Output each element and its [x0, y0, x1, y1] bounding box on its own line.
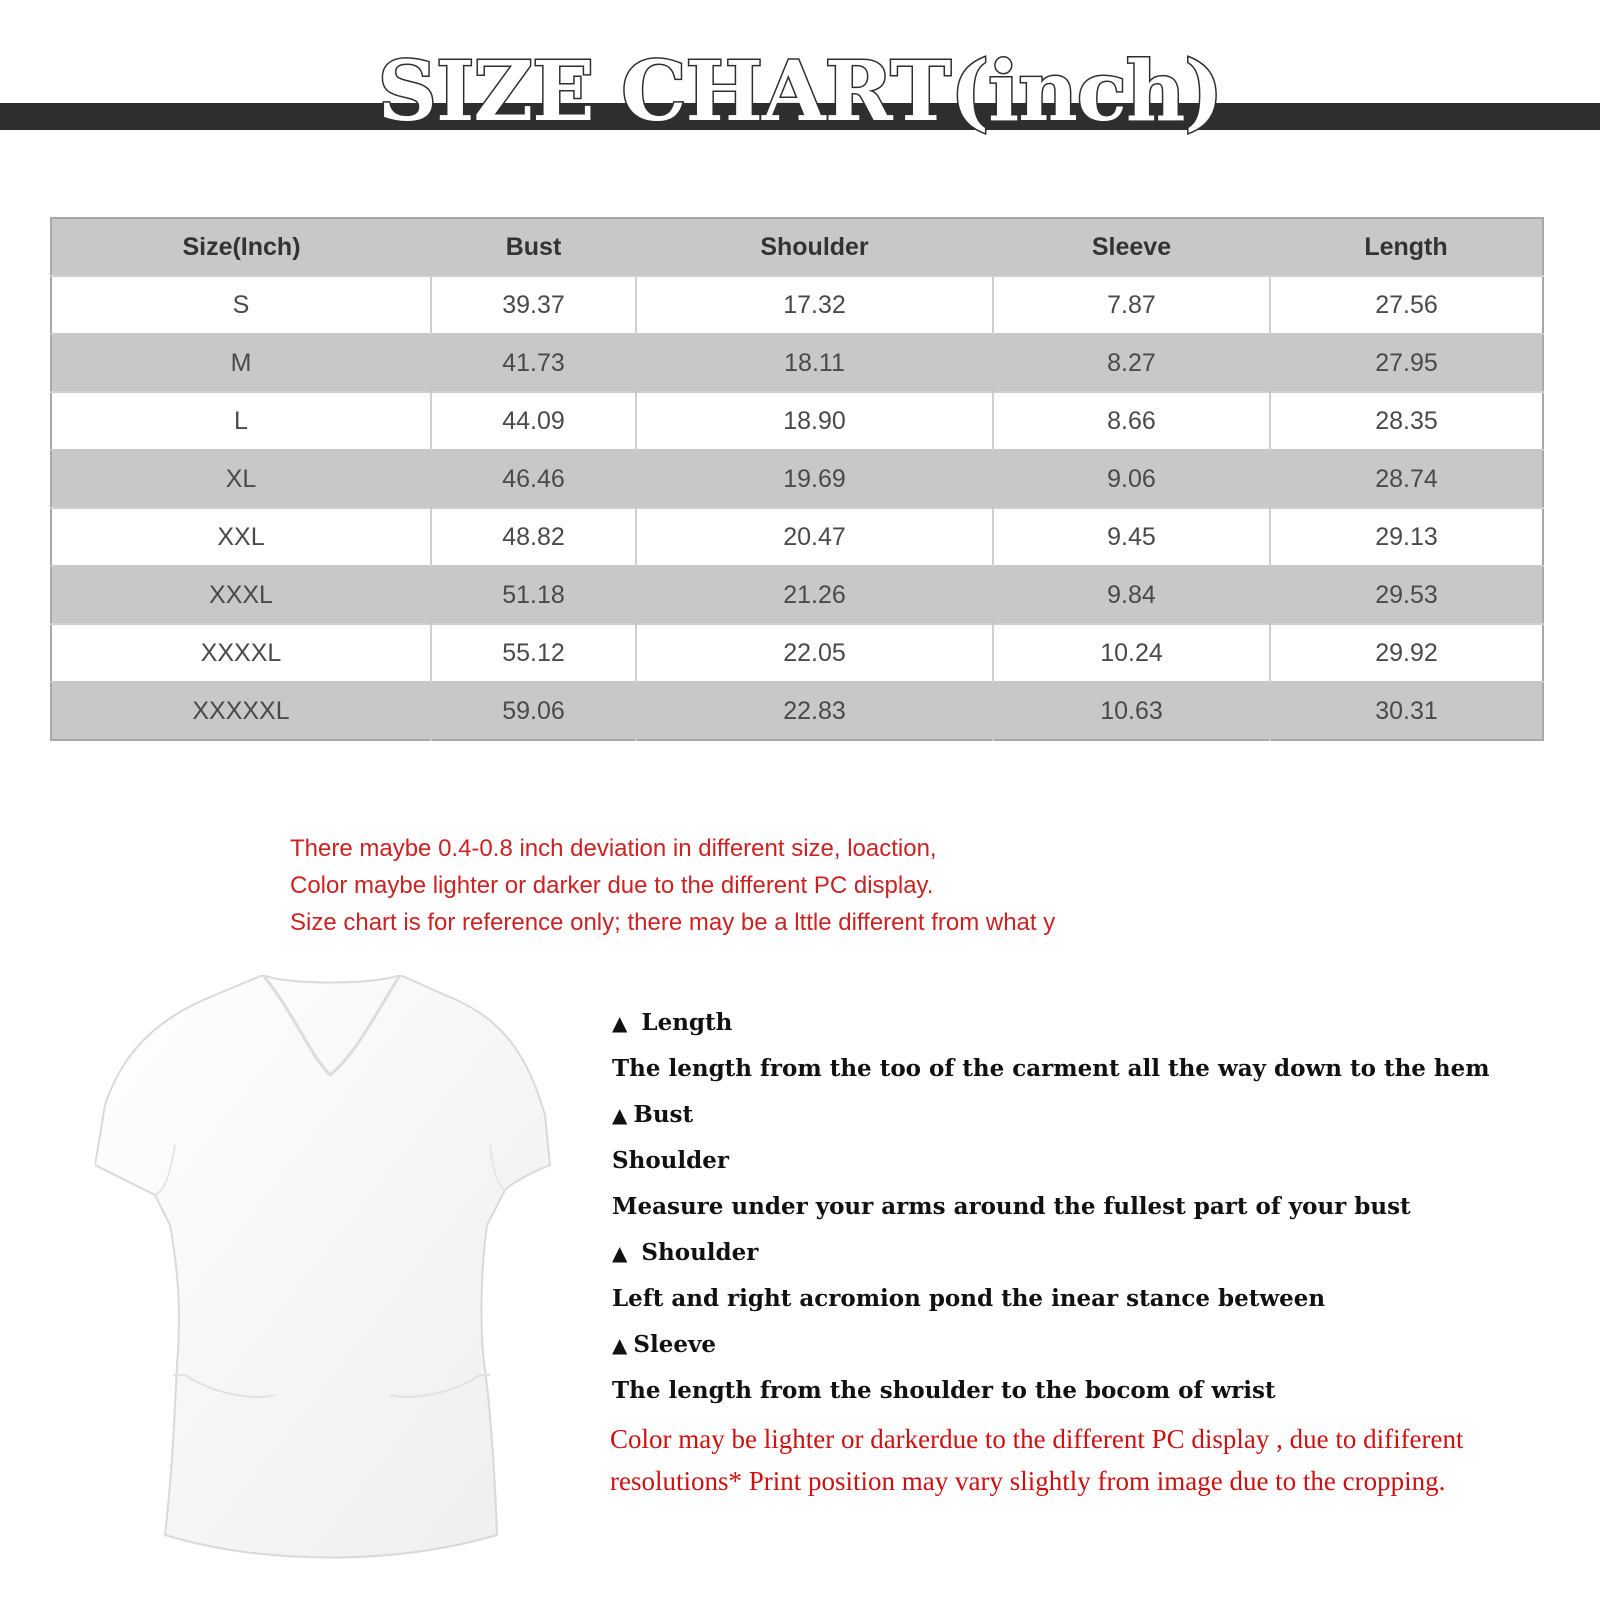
deviation-notes: [290, 830, 1150, 941]
table-row: [51, 566, 1543, 624]
cell-size: XXXL: [51, 566, 431, 624]
header-shoulder: Shoulder: [636, 218, 993, 276]
color-disclaimer: Color may be lighter or darkerdue to the different PC display , due to dififerent resolutions* Print position may vary slightly from image due to the cropping.: [610, 1424, 1464, 1496]
header-sleeve: Sleeve: [993, 218, 1270, 276]
cell-bust: 59.06: [431, 682, 636, 740]
page-title: SIZE CHART(inch): [377, 44, 1223, 140]
cell-sleeve: 8.66: [993, 392, 1270, 450]
measurement-guide: [612, 1000, 1572, 1414]
cell-size: L: [51, 392, 431, 450]
cell-shoulder: 20.47: [636, 508, 993, 566]
guide-shoulder-heading: ▲ Shoulder: [612, 1239, 759, 1266]
cell-shoulder: 19.69: [636, 450, 993, 508]
table-row: [51, 508, 1543, 566]
table-header-row: [51, 218, 1543, 276]
cell-size: XXL: [51, 508, 431, 566]
cell-length: 27.95: [1270, 334, 1543, 392]
cell-bust: 46.46: [431, 450, 636, 508]
table-row: [51, 276, 1543, 334]
cell-sleeve: 9.06: [993, 450, 1270, 508]
guide-bust-shoulder: Shoulder: [612, 1147, 729, 1174]
guide-length-heading: ▲ Length: [612, 1009, 733, 1036]
cell-sleeve: 8.27: [993, 334, 1270, 392]
cell-size: XL: [51, 450, 431, 508]
cell-bust: 48.82: [431, 508, 636, 566]
cell-sleeve: 9.84: [993, 566, 1270, 624]
cell-bust: 39.37: [431, 276, 636, 334]
cell-bust: 51.18: [431, 566, 636, 624]
header-bust: Bust: [431, 218, 636, 276]
table-row: [51, 392, 1543, 450]
cell-sleeve: 10.63: [993, 682, 1270, 740]
header-size: Size(Inch): [51, 218, 431, 276]
header-length: Length: [1270, 218, 1543, 276]
cell-length: 29.13: [1270, 508, 1543, 566]
guide-length-desc: The length from the too of the carment all the way down to the hem: [612, 1055, 1490, 1082]
triangle-icon: ▲: [612, 1333, 628, 1357]
cell-shoulder: 18.90: [636, 392, 993, 450]
note-line: There maybe 0.4-0.8 inch deviation in different size, loaction,: [290, 835, 937, 862]
cell-length: 30.31: [1270, 682, 1543, 740]
size-chart-table: [50, 217, 1544, 741]
cell-sleeve: 7.87: [993, 276, 1270, 334]
scrub-top-illustration: [95, 975, 575, 1565]
triangle-icon: ▲: [612, 1103, 628, 1127]
guide-sleeve-desc: The length from the shoulder to the bocom of wrist: [612, 1377, 1276, 1404]
cell-length: 28.35: [1270, 392, 1543, 450]
cell-bust: 41.73: [431, 334, 636, 392]
cell-bust: 55.12: [431, 624, 636, 682]
cell-length: 29.92: [1270, 624, 1543, 682]
cell-size: M: [51, 334, 431, 392]
guide-bust-heading: ▲ Bust: [612, 1101, 694, 1128]
guide-bust-desc: Measure under your arms around the fullest part of your bust: [612, 1193, 1411, 1220]
cell-bust: 44.09: [431, 392, 636, 450]
cell-size: S: [51, 276, 431, 334]
cell-shoulder: 22.05: [636, 624, 993, 682]
table-row: [51, 334, 1543, 392]
cell-length: 27.56: [1270, 276, 1543, 334]
guide-shoulder-desc: Left and right acromion pond the inear stance between: [612, 1285, 1326, 1312]
cell-shoulder: 22.83: [636, 682, 993, 740]
table-row: [51, 450, 1543, 508]
cell-size: XXXXXL: [51, 682, 431, 740]
note-line: Color maybe lighter or darker due to the different PC display.: [290, 872, 934, 899]
table-row: [51, 624, 1543, 682]
triangle-icon: ▲: [612, 1011, 628, 1035]
cell-length: 28.74: [1270, 450, 1543, 508]
cell-shoulder: 17.32: [636, 276, 993, 334]
guide-sleeve-heading: ▲ Sleeve: [612, 1331, 717, 1358]
cell-size: XXXXL: [51, 624, 431, 682]
cell-shoulder: 18.11: [636, 334, 993, 392]
cell-sleeve: 10.24: [993, 624, 1270, 682]
triangle-icon: ▲: [612, 1241, 628, 1265]
cell-length: 29.53: [1270, 566, 1543, 624]
cell-shoulder: 21.26: [636, 566, 993, 624]
note-line: Size chart is for reference only; there may be a lttle different from what y: [290, 909, 1056, 936]
table-row: [51, 682, 1543, 740]
cell-sleeve: 9.45: [993, 508, 1270, 566]
